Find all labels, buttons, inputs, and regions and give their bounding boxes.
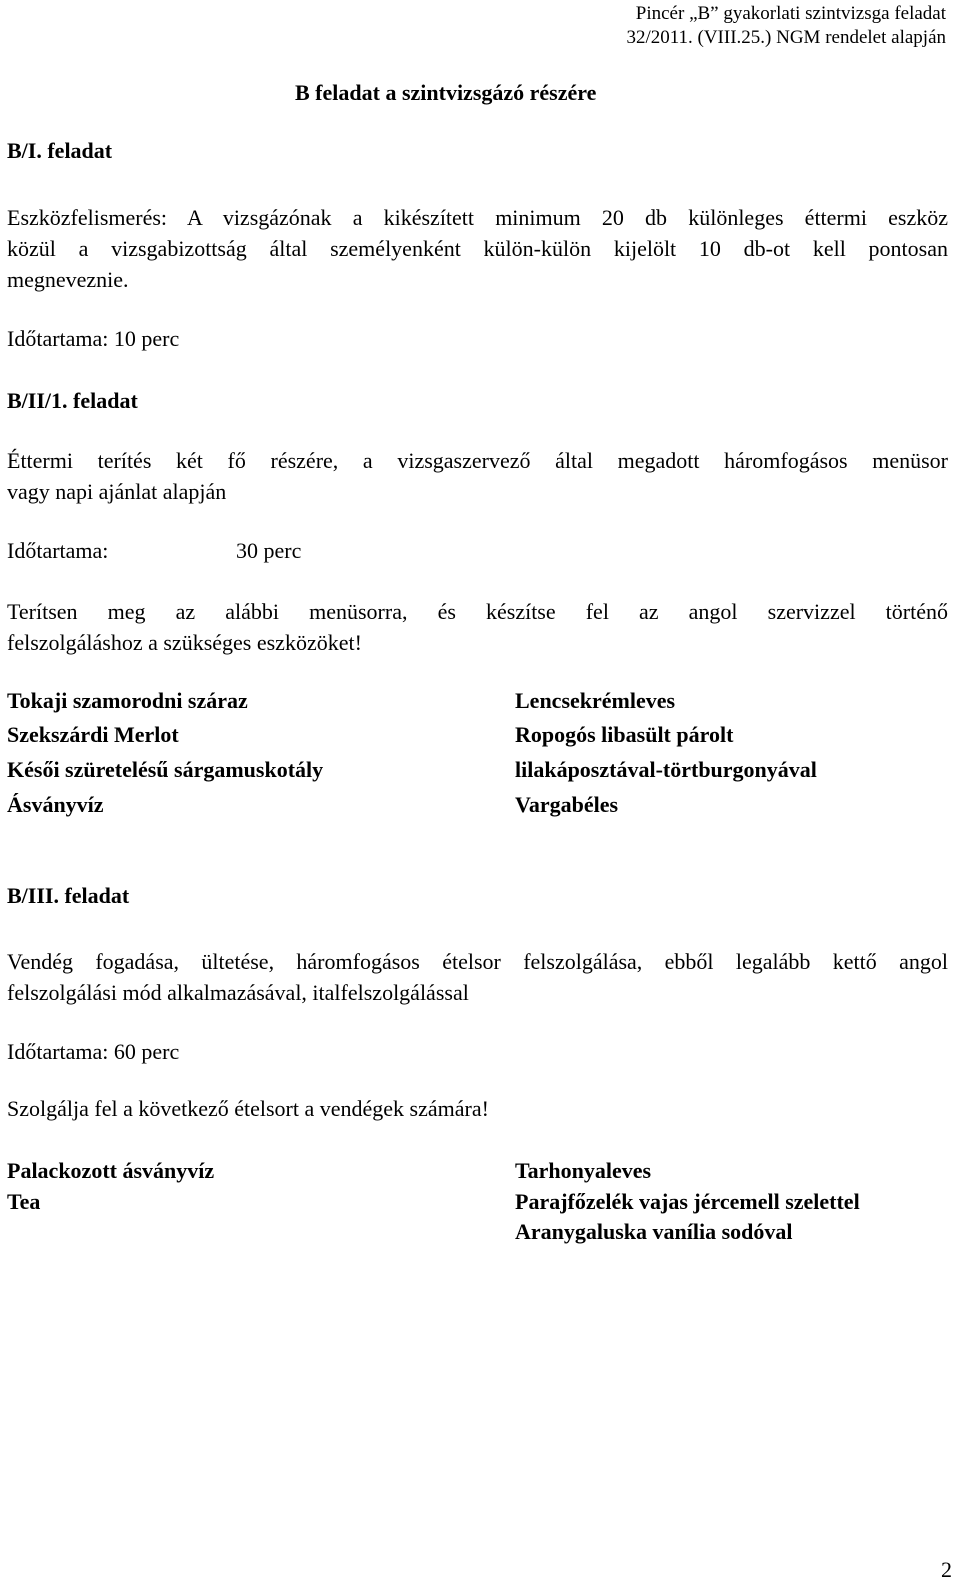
task2-drink-item: Ásványvíz (7, 792, 104, 817)
task1-heading: B/I. feladat (7, 138, 113, 163)
task2-instruction (7, 596, 948, 658)
task2-duration-label: Időtartama: (7, 538, 109, 563)
task3-heading: B/III. feladat (7, 883, 130, 908)
task3-dish-item: Tarhonyaleves (515, 1158, 652, 1183)
task2-dish-item: Ropogós libasült párolt (515, 722, 734, 747)
task2-duration-value: 30 perc (236, 538, 302, 563)
task2-heading: B/II/1. feladat (7, 388, 138, 413)
header-regulation: 32/2011. (VIII.25.) NGM rendelet alapján (626, 27, 946, 48)
task2-instr-line1: Terítsen meg az alábbi menüsorra, és készítse fel az angol szervizzel történő (7, 599, 948, 624)
task3-duration: Időtartama: 60 perc (7, 1039, 180, 1064)
task3-line2: felszolgálási mód alkalmazásával, italfelszolgálással (7, 980, 469, 1005)
task1-line2: közül a vizsgabizottság által személyenként külön-külön kijelölt 10 db-ot kell pontosan (7, 236, 948, 261)
task3-instruction: Szolgálja fel a következő ételsort a vendégek számára! (7, 1096, 489, 1121)
task3-drink-item: Tea (7, 1189, 41, 1214)
task3-dish-item: Parajfőzelék vajas jércemell szelettel (515, 1189, 860, 1214)
page-number: 2 (941, 1557, 952, 1582)
task2-dish-item: lilakáposztával-törtburgonyával (515, 757, 817, 782)
task2-dish-item: Lencsekrémleves (515, 688, 676, 713)
task1-line1: Eszközfelismerés: A vizsgázónak a kikészített minimum 20 db különleges éttermi eszköz (7, 205, 948, 230)
task3-line1: Vendég fogadása, ültetése, háromfogásos ételsor felszolgálása, ebből legalább kettő angol (7, 949, 948, 974)
page-title: B feladat a szintvizsgázó részére (295, 80, 597, 105)
task1-line3: megneveznie. (7, 267, 129, 292)
task1-duration: Időtartama: 10 perc (7, 326, 180, 351)
task2-line2: vagy napi ajánlat alapján (7, 479, 227, 504)
task2-line1: Éttermi terítés két fő részére, a vizsgaszervező által megadott háromfogásos menüsor (7, 448, 948, 473)
task3-description (7, 946, 948, 1008)
task2-description (7, 445, 948, 507)
task3-dish-item: Aranygaluska vanília sodóval (515, 1219, 793, 1244)
task2-dish-item: Vargabéles (515, 792, 619, 817)
task1-description (7, 202, 948, 295)
task2-drink-item: Késői szüretelésű sárgamuskotály (7, 757, 324, 782)
header-exam-title: Pincér „B” gyakorlati szintvizsga feladat (635, 3, 946, 24)
task2-drink-item: Szekszárdi Merlot (7, 722, 179, 747)
task3-drink-item: Palackozott ásványvíz (7, 1158, 215, 1183)
task2-drink-item: Tokaji szamorodni száraz (7, 688, 248, 713)
task2-instr-line2: felszolgáláshoz a szükséges eszközöket! (7, 630, 362, 655)
